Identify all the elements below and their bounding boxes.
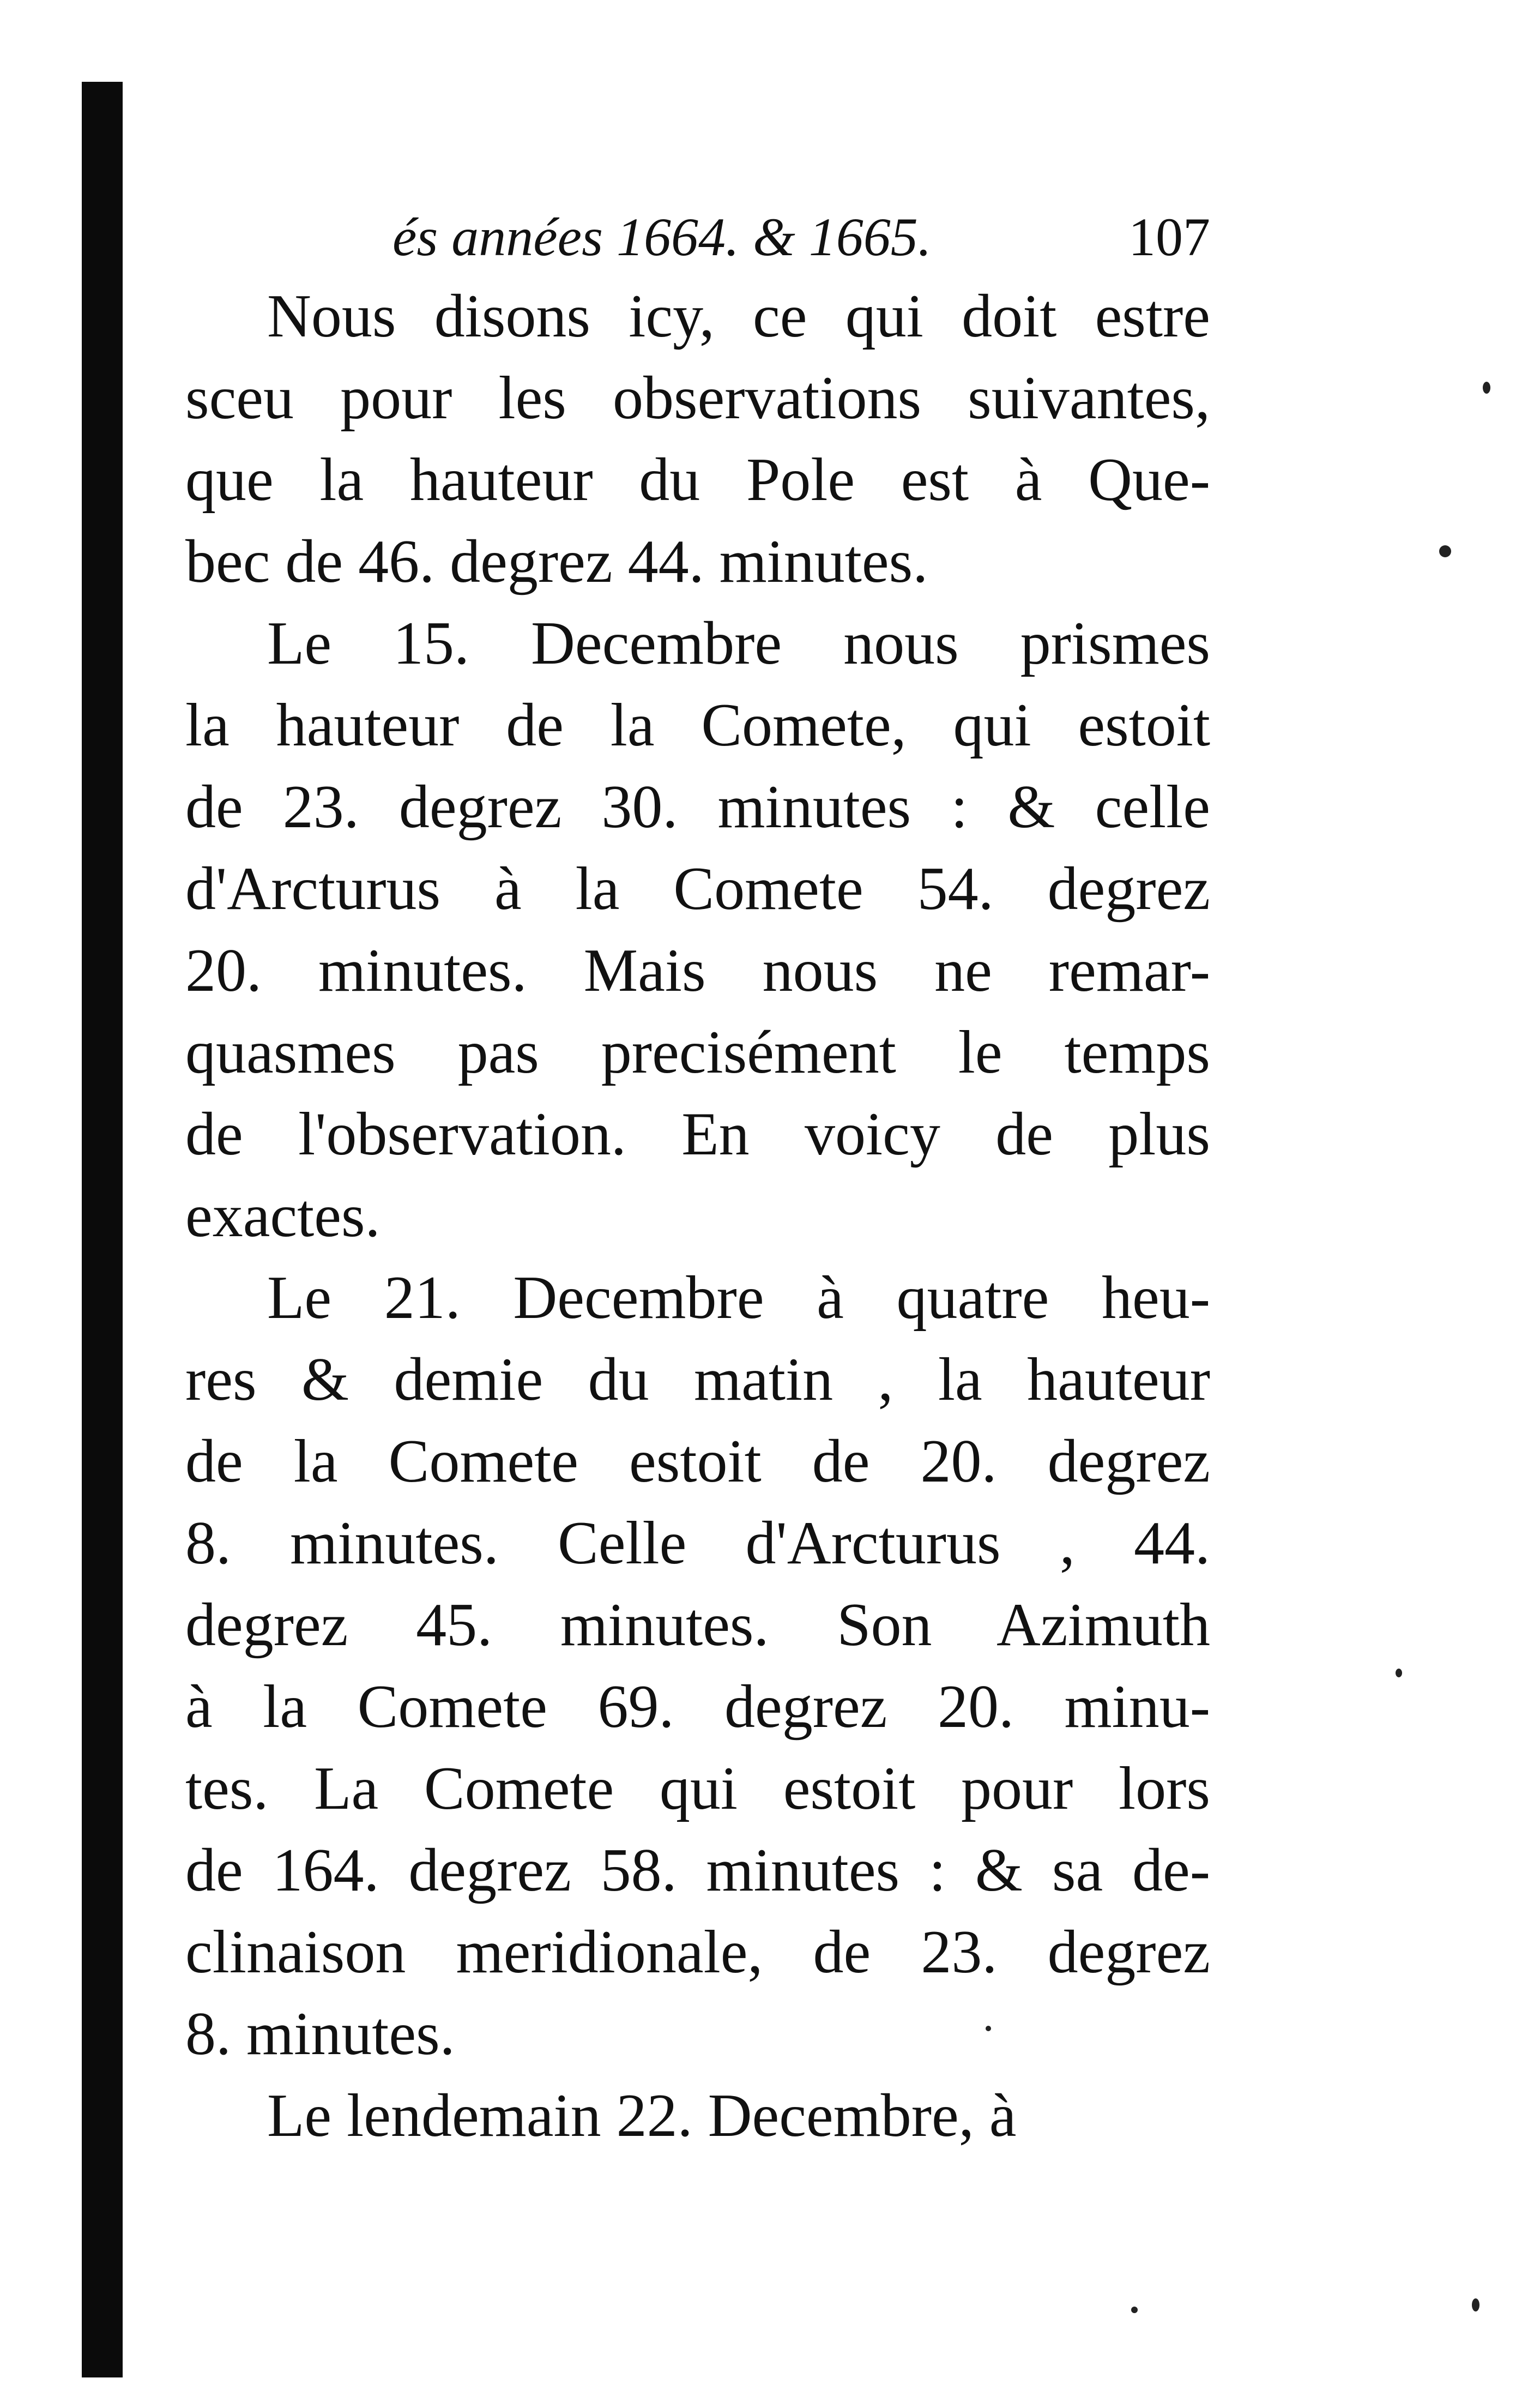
text-line: Nous disons icy, ce qui doit estre <box>267 282 1210 350</box>
text-line: 8. minutes. <box>185 2000 455 2068</box>
page-number: 107 <box>1128 207 1210 267</box>
text-line: Le 15. Decembre nous prismes <box>267 610 1210 677</box>
text-line: degrez 45. minutes. Son Azimuth <box>185 1591 1210 1659</box>
text-line: de l'observation. En voicy de plus <box>185 1100 1210 1168</box>
text-line: sceu pour les observations suivantes, <box>185 364 1210 432</box>
text-line: de 23. degrez 30. minutes : & celle <box>185 773 1210 841</box>
ink-speck <box>1472 2298 1479 2311</box>
text-line: Le lendemain 22. Decembre, à <box>267 2082 1017 2150</box>
text-line: bec de 46. degrez 44. minutes. <box>185 528 928 595</box>
ink-speck <box>1439 545 1451 557</box>
ink-speck <box>1396 1669 1402 1677</box>
text-line: 8. minutes. Celle d'Arcturus , 44. <box>185 1509 1210 1577</box>
text-line: Le 21. Decembre à quatre heu- <box>267 1264 1210 1332</box>
ink-speck <box>1131 2307 1138 2313</box>
text-line: clinaison meridionale, de 23. degrez <box>185 1918 1210 1986</box>
text-line: d'Arcturus à la Comete 54. degrez <box>185 855 1210 923</box>
text-line: quasmes pas precisément le temps <box>185 1019 1210 1086</box>
text-line: à la Comete 69. degrez 20. minu- <box>185 1673 1210 1741</box>
text-line: 20. minutes. Mais nous ne remar- <box>185 937 1210 1004</box>
text-line: que la hauteur du Pole est à Que- <box>185 446 1210 514</box>
text-line: de 164. degrez 58. minutes : & sa de- <box>185 1837 1210 1904</box>
text-line: la hauteur de la Comete, qui estoit <box>185 691 1210 759</box>
running-head-title: és années 1664. & 1665. <box>392 207 932 267</box>
body-text <box>185 275 1210 2157</box>
text-line: tes. La Comete qui estoit pour lors <box>185 1755 1210 1822</box>
page-spine-shadow <box>82 82 123 2377</box>
ink-speck <box>1483 382 1490 394</box>
text-line: de la Comete estoit de 20. degrez <box>185 1428 1210 1495</box>
running-head <box>392 196 1210 278</box>
text-line: exactes. <box>185 1182 381 1250</box>
text-line: res & demie du matin , la hauteur <box>185 1346 1210 1413</box>
